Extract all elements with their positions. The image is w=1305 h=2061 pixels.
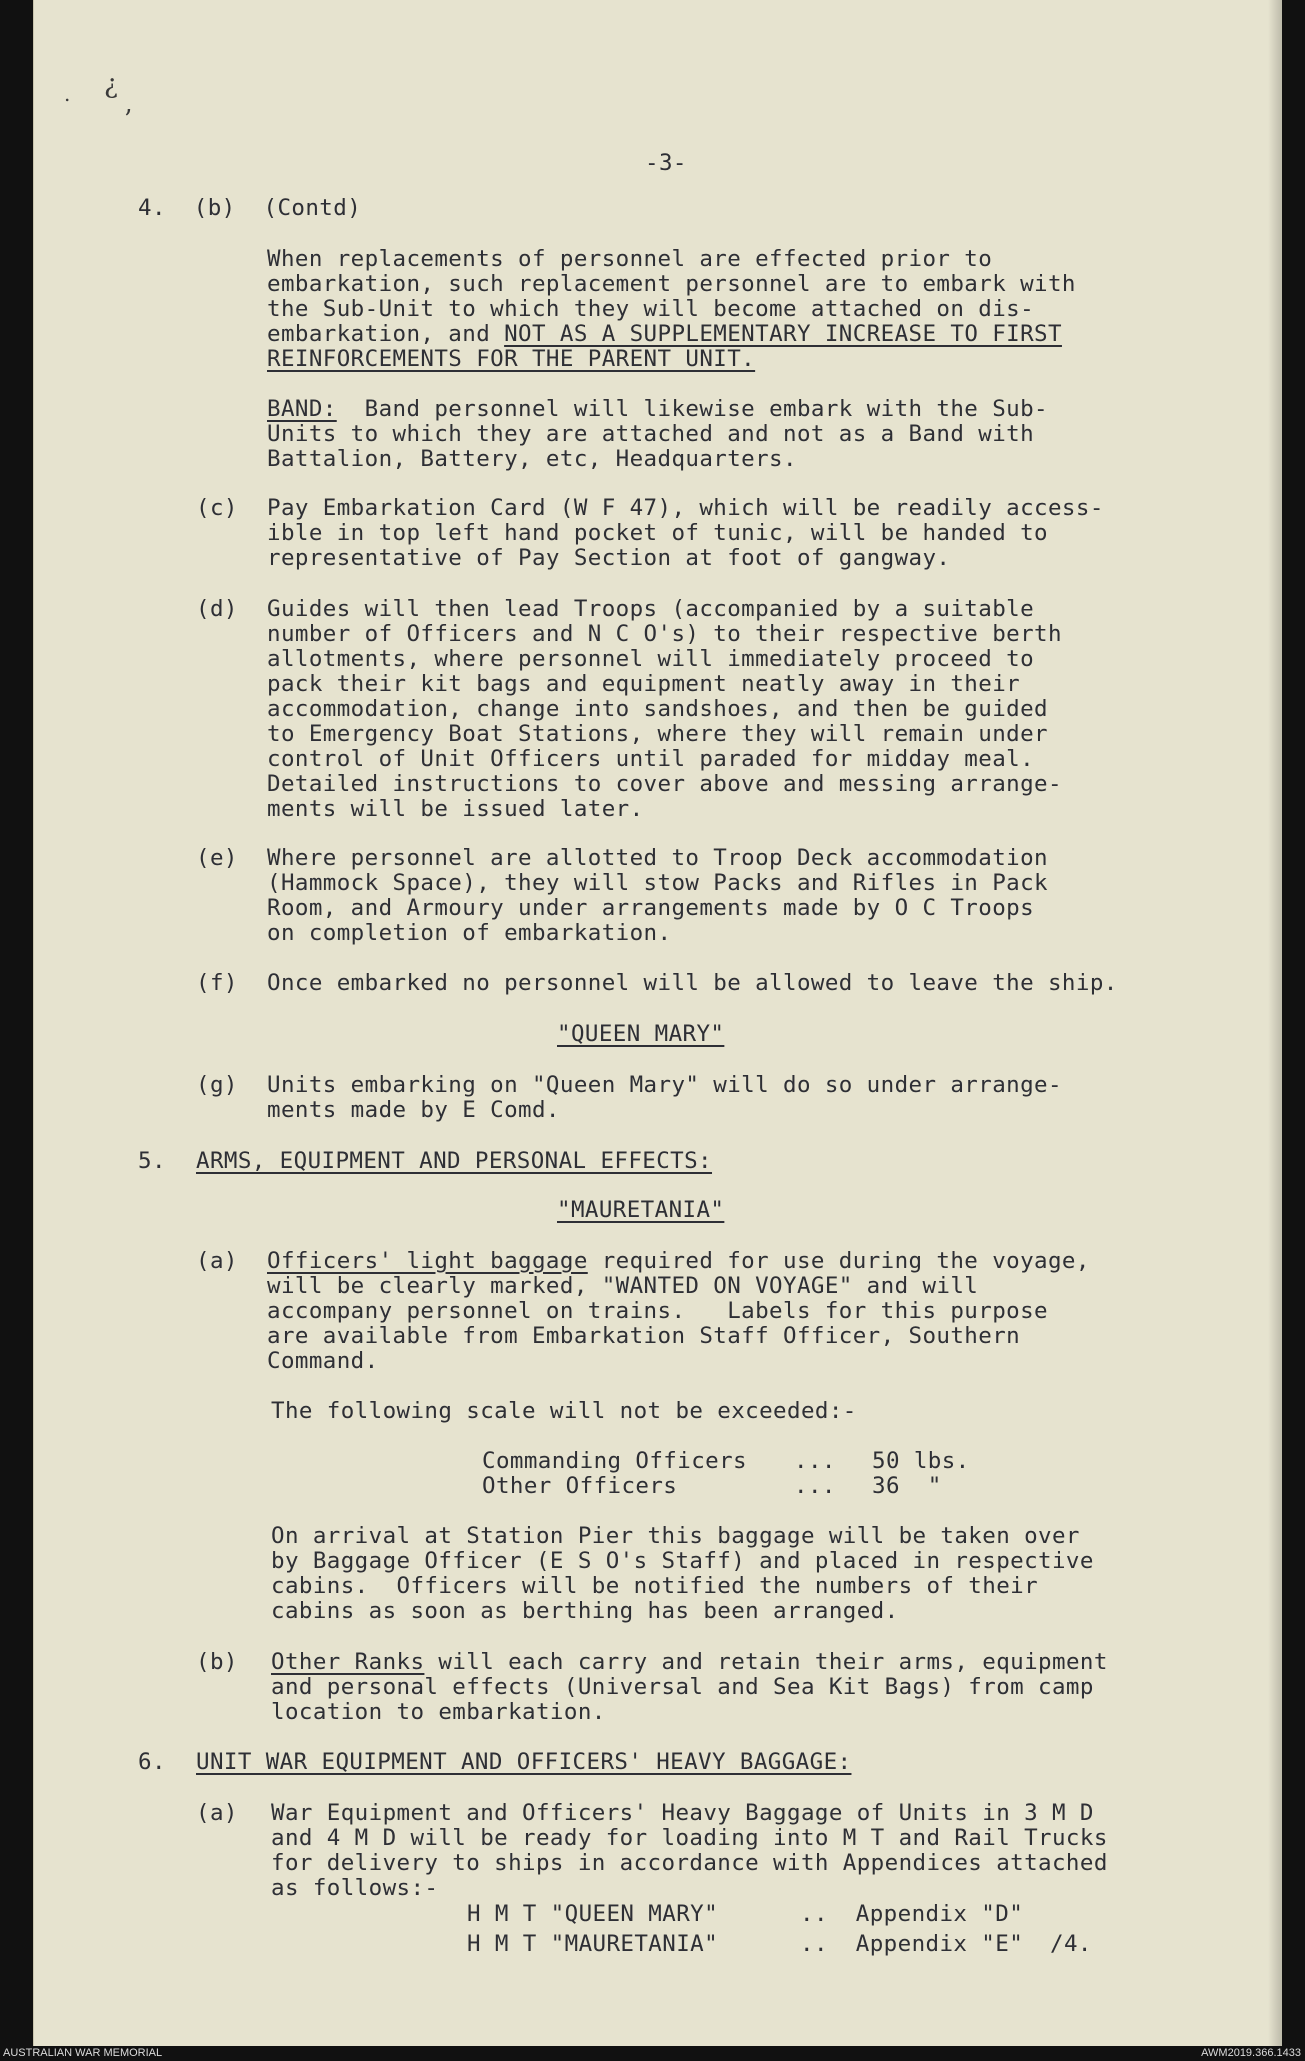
para-line: Units to which they are attached and not as a Band with bbox=[267, 421, 1035, 447]
item-label: (a) bbox=[196, 1800, 238, 1826]
section-number: 5. bbox=[138, 1148, 166, 1174]
margin-mark: ¿ bbox=[104, 70, 118, 100]
para-line: number of Officers and N C O's) to their respective berth bbox=[267, 621, 1062, 647]
para-line: Pay Embarkation Card (W F 47), which will be readily access- bbox=[267, 495, 1104, 521]
item-label: (a) bbox=[196, 1248, 238, 1274]
item-label: (d) bbox=[196, 596, 238, 622]
para-line: pack their kit bags and equipment neatly away in their bbox=[267, 671, 1021, 697]
para-line: control of Unit Officers until paraded for midday meal. bbox=[267, 746, 1035, 772]
underlined-emphasis: Other Ranks bbox=[271, 1649, 425, 1675]
scale-weight: 36 " bbox=[872, 1473, 942, 1499]
scale-rank: Other Officers bbox=[482, 1473, 678, 1499]
margin-mark: . bbox=[64, 82, 71, 106]
scale-intro: The following scale will not be exceeded:- bbox=[271, 1398, 857, 1424]
para-line bbox=[267, 1249, 1090, 1274]
scale-weight: 50 lbs. bbox=[872, 1448, 970, 1474]
underlined-emphasis: NOT AS A SUPPLEMENTARY INCREASE TO FIRST bbox=[504, 321, 1062, 347]
para-line: War Equipment and Officers' Heavy Baggage of Units in 3 M D bbox=[271, 1800, 1094, 1826]
para-line: Units embarking on "Queen Mary" will do so under arrange- bbox=[267, 1072, 1062, 1098]
item-label: (e) bbox=[196, 845, 238, 871]
para-line: and 4 M D will be ready for loading into M T and Rail Trucks bbox=[271, 1825, 1108, 1851]
footer-institution: AUSTRALIAN WAR MEMORIAL bbox=[3, 2047, 163, 2059]
para-line-text: will each carry and retain their arms, equipment bbox=[424, 1649, 1108, 1675]
para-line: to Emergency Boat Stations, where they will remain under bbox=[267, 721, 1048, 747]
appendix-ship: H M T "QUEEN MARY" bbox=[467, 1901, 719, 1927]
band-para-line bbox=[267, 397, 1048, 422]
para-line: ible in top left hand pocket of tunic, will be handed to bbox=[267, 520, 1048, 546]
para-line: representative of Pay Section at foot of gangway. bbox=[267, 545, 951, 571]
item-label: (b) bbox=[196, 1649, 238, 1675]
underlined-emphasis: REINFORCEMENTS FOR THE PARENT UNIT. bbox=[267, 346, 756, 372]
underlined-emphasis: Officers' light baggage bbox=[267, 1248, 588, 1274]
page-edge-shadow bbox=[1268, 0, 1282, 2046]
para-line: as follows:- bbox=[271, 1875, 439, 1901]
para-line bbox=[271, 1650, 1108, 1675]
para-line-text: required for use during the voyage, bbox=[587, 1248, 1090, 1274]
para-line: Command. bbox=[267, 1348, 379, 1374]
para-line: allotments, where personnel will immediately proceed to bbox=[267, 646, 1035, 672]
para-line: cabins. Officers will be notified the numbers of their bbox=[271, 1573, 1039, 1599]
para-line: Battalion, Battery, etc, Headquarters. bbox=[267, 446, 797, 472]
para-line: Room, and Armoury under arrangements made by O C Troops bbox=[267, 895, 1035, 921]
item-label: (g) bbox=[196, 1072, 238, 1098]
para-line: the Sub-Unit to which they will become attached on dis- bbox=[267, 296, 1035, 322]
para-line: location to embarkation. bbox=[271, 1699, 606, 1725]
para-line: are available from Embarkation Staff Officer, Southern bbox=[267, 1323, 1021, 1349]
para-line: Once embarked no personnel will be allowed to leave the ship. bbox=[267, 970, 1118, 996]
para-line: ments made by E Comd. bbox=[267, 1097, 560, 1123]
appendix-ref: .. Appendix "D" bbox=[800, 1901, 1024, 1927]
para-line: Guides will then lead Troops (accompanied by a suitable bbox=[267, 596, 1035, 622]
appendix-ship: H M T "MAURETANIA" bbox=[467, 1931, 719, 1957]
para-line: and personal effects (Universal and Sea Kit Bags) from camp bbox=[271, 1674, 1094, 1700]
para-line-text: Band personnel will likewise embark with the Sub- bbox=[336, 396, 1048, 422]
para-line: Detailed instructions to cover above and messing arrange- bbox=[267, 771, 1062, 797]
para-line: accompany personnel on trains. Labels for this purpose bbox=[267, 1298, 1048, 1324]
next-page-marker: /4. bbox=[1050, 1931, 1092, 1957]
item-label: (f) bbox=[196, 970, 238, 996]
band-label: BAND: bbox=[267, 396, 337, 422]
para-line: embarkation, such replacement personnel are to embark with bbox=[267, 271, 1076, 297]
para-4b-heading: 4. (b) (Contd) bbox=[138, 195, 362, 221]
para-line: (Hammock Space), they will stow Packs and Rifles in Pack bbox=[267, 870, 1048, 896]
appendix-ref: .. Appendix "E" bbox=[800, 1931, 1024, 1957]
scale-leader: ... bbox=[794, 1473, 836, 1499]
footer-accession-number: AWM2019.366.1433 bbox=[1201, 2047, 1301, 2059]
para-line: cabins as soon as berthing has been arranged. bbox=[271, 1598, 899, 1624]
section-number: 6. bbox=[138, 1749, 166, 1775]
para-line-text: embarkation, and bbox=[267, 321, 505, 347]
para-line: Where personnel are allotted to Troop Deck accommodation bbox=[267, 845, 1048, 871]
para-line: When replacements of personnel are effected prior to bbox=[267, 246, 993, 272]
scale-rank: Commanding Officers bbox=[482, 1448, 747, 1474]
para-line: will be clearly marked, "WANTED ON VOYAGE" and will bbox=[267, 1273, 979, 1299]
para-line bbox=[267, 322, 1062, 347]
page-number: -3- bbox=[645, 150, 687, 176]
document-page bbox=[33, 0, 1282, 2046]
para-line: On arrival at Station Pier this baggage will be taken over bbox=[271, 1523, 1080, 1549]
para-line: for delivery to ships in accordance with Appendices attached bbox=[271, 1850, 1108, 1876]
mauretania-heading: "MAURETANIA" bbox=[557, 1197, 725, 1223]
para-line: accommodation, change into sandshoes, and then be guided bbox=[267, 696, 1048, 722]
section-5-title: ARMS, EQUIPMENT AND PERSONAL EFFECTS: bbox=[196, 1148, 713, 1174]
queen-mary-heading: "QUEEN MARY" bbox=[557, 1021, 725, 1047]
margin-mark: ’ bbox=[124, 105, 133, 135]
para-line: on completion of embarkation. bbox=[267, 920, 672, 946]
section-6-title: UNIT WAR EQUIPMENT AND OFFICERS' HEAVY BAGGAGE: bbox=[196, 1749, 852, 1775]
scale-leader: ... bbox=[794, 1448, 836, 1474]
item-label: (c) bbox=[196, 495, 238, 521]
para-line: ments will be issued later. bbox=[267, 796, 644, 822]
para-line: by Baggage Officer (E S O's Staff) and placed in respective bbox=[271, 1548, 1094, 1574]
